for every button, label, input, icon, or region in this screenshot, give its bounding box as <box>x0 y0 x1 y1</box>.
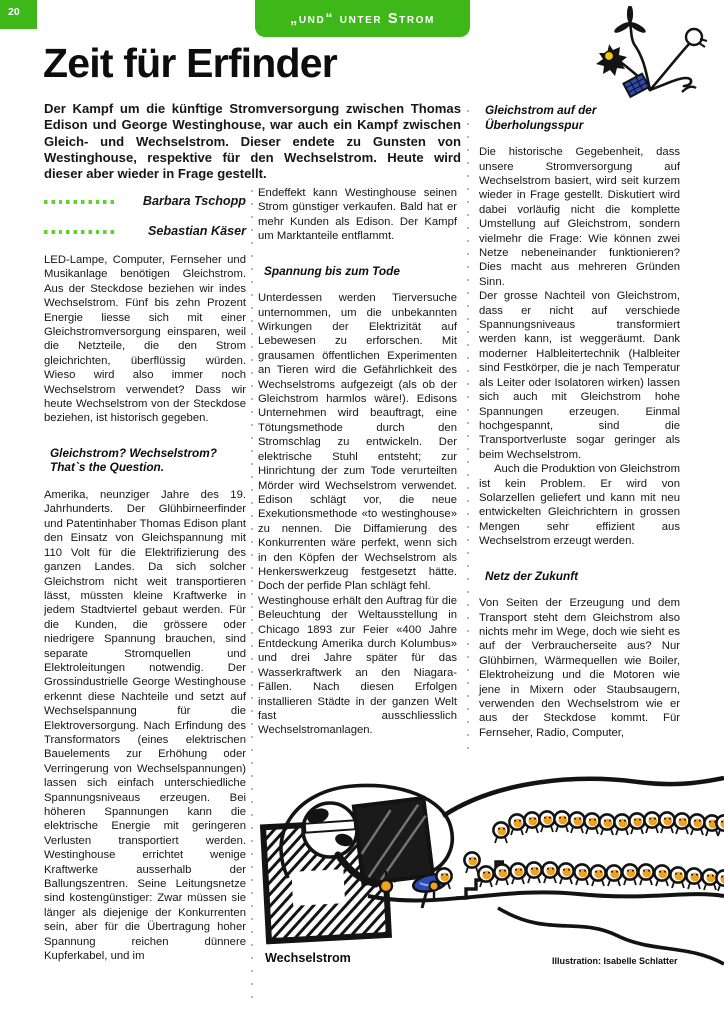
illustration-credit: Illustration: Isabelle Schlatter <box>552 956 678 966</box>
light-bulb-icon <box>686 29 707 47</box>
body-paragraph: Amerika, neunziger Jahre des 19. Jahrhunderts. Der Glühbirneerfinder und Patentinhaber Thomas Edison plant den Einsatz von Gleichspannung mit 110 Volt für die Elektrifizierung des ganzen Landes. Da sich solcher Gleichstrom nicht weit transportieren lässt, müssten kleine Kraftwerke in jedem Stadtviertel gebaut werden. Für die Kunden, die grössere oder niedrigere Spannung brauchen, sind separate Stromquellen und Elektroleitungen notwendig. Der Grossindustrielle George Westinghouse erkennt diese Nachteile und setzt auf Wechselspannung für die Elektroversorgung. Nach Erfindung des Transformators (eines elektrischen Bauelements zur Erhöhung oder Verringerung von Wechselspannungen) lassen sich einfach unterschiedliche Spannungsniveaus erzeugen. Bei höheren Spannungen kann die elektrische Energie mit geringeren Verlusten transportiert werden. Westinghouse errichtet wenige Kraftwerke ausserhalb der Ballungszentren. Seine Leitungsnetze sind kostengünstiger: Zwar müssen sie länger als diejenige der Konkurrenten sein, aber für die Übertragung hoher Spannung reichen dünnere Kupferkabel, und im <box>44 489 246 963</box>
body-paragraph: Die historische Gegebenheit, dass unsere Stromversorgung auf Wechselstrom basiert, wird seit kurzem wieder in Frage gestellt. Diskutiert wird dabei vorläufig nicht die komplette Umstellung auf Gleichstrom, sondern vielmehr die Frage: Wie können zwei Netze nebeneinander funktionieren? Dies macht aus mehreren Gründen Sinn. <box>479 146 680 288</box>
byline-row <box>44 186 246 216</box>
crowd-row-top <box>509 811 724 836</box>
text-column-1 <box>44 186 246 963</box>
author-name: Barbara Tschopp <box>142 193 246 208</box>
byline-dots-icon <box>44 230 116 233</box>
body-paragraph: Von Seiten der Erzeugung und dem Transport steht dem Gleichstrom also nichts mehr im Wege, doch wie sieht es auf der Verbraucherseite aus? Nur Glühbirnen, Wärmequellen wie Boiler, Elektroheizung und die Motoren wie jene in Mixern oder Staubsaugern, verwenden den Wechselstrom wie er aus der Steckdose kommt. Für Fernseher, Radio, Computer, <box>479 597 680 739</box>
byline-row <box>44 216 246 246</box>
illustration-caption: Wechselstrom <box>265 951 351 965</box>
sun-icon <box>596 44 627 76</box>
monitor <box>354 798 433 884</box>
byline-block <box>44 186 246 246</box>
body-paragraph: Auch die Produktion von Gleichstrom ist kein Problem. Er wird von Solarzellen geliefert und kann mit neu entwickelten Gleichrichtern in grossen Mengen sehr effizient aus Wechselstrom erzeugt werden. <box>479 463 680 548</box>
byline-dots-icon <box>44 200 116 203</box>
body-paragraph: Endeffekt kann Westinghouse seinen Strom günstiger verkaufen. Bald hat er mehr Kunden als Edison. Der Kampf um Marktanteile entflammt. <box>258 187 457 243</box>
page-number: 20 <box>8 6 20 18</box>
subheading: Gleichstrom auf der Überholungsspur <box>485 103 597 132</box>
page-number-badge <box>0 0 37 29</box>
section-header-tag <box>255 0 470 37</box>
energy-plant-illustration <box>586 6 724 100</box>
article-lead: Der Kampf um die künftige Stromversorgung zwischen Thomas Edison und George Westinghouse, war auch ein Kampf zwischen Gleich- und Wechselstrom. Dieser endete zu Gunsten von Westinghouse, respektive für den Wechselstrom. Heute wird dieser aber wieder in Frage gestellt. <box>44 101 461 182</box>
subheading: Spannung bis zum Tode <box>264 263 400 278</box>
body-paragraph: LED-Lampe, Computer, Fernseher und Musikanlage benötigen Gleichstrom. Aus der Steckdose beziehen wir indes Wechselstrom. Fünf bis zehn Prozent Energie liesse sich mit einer Gleichstromversorgung einsparen, weil die Netzteile, die den Strom gleichrichten, überflüssig würden. Wieso wird also immer noch Wechselstrom verwendet? Dass wir heute Wechselstrom von der Steckdose beziehen, ist historisch gegeben. <box>44 254 246 425</box>
body-paragraph: Der grosse Nachteil von Gleichstrom, dass er nicht auf verschiede Spannungsniveaus transformiert werden kann, ist weggeräumt. Dank moderner Halbleitertechnik (Halbleiter sind Festkörper, die je nach Temperatur als Leiter oder Isolatoren wirken) lassen sich auch mit Gleichstrom hohe Spannungen erzeugen. Einmal hochgespannt, sind die Transportverluste sogar geringer als beim Wechselstrom. <box>479 290 680 461</box>
body-paragraph: Westinghouse erhält den Auftrag für die Beleuchtung der Weltausstellung in Chicago 1893 zur Feier «400 Jahre Entdeckung Amerika durch Kolumbus» und drei Jahre später für das Wasserkraftwerk an den Niagara-Fällen. Nach diesen Erfolgen installieren Städte in der ganzen Welt fast ausschliesslich Wechselstromanlagen. <box>258 594 457 737</box>
column-divider <box>251 190 253 998</box>
article-title: Zeit für Erfinder <box>43 40 337 86</box>
subheading: Gleichstrom? Wechselstrom? That`s the Question. <box>50 445 217 475</box>
solar-panel-icon <box>623 74 649 97</box>
author-name: Sebastian Käser <box>147 223 246 238</box>
body-paragraph: Unterdessen werden Tierversuche unternommen, um die unbekannten Wirkungen der Elektrizität auf Lebewesen zu erforschen. Mit grausamen öffentlichen Experimenten an Tieren wird die Gefährlichkeit des Wechselstroms aufgezeigt (als ob der Gleichstrom harmlos wäre!). Edisons Unternehmen wird beauftragt, eine Tötungsmethode durch den Stromschlag zu entwickeln. Der elektrische Stuhl entsteht; zur Hinrichtung der zum Tode verurteilten Mörder wird Wechselstrom verwendet. Edison schlägt vor, die neue Exekutionsmethode «to westinghouse» zu nennen. Die Diffamierung des Konkurrenten wäre perfekt, wenn sich in den Köpfen der Wechselstrom als Henkerswerkzeug festgesetzt hätte. Doch der perfide Plan schlägt fehl. <box>258 292 457 593</box>
text-column-2 <box>258 186 457 738</box>
section-header-label: „und“ unter Strom <box>290 11 435 27</box>
subheading: Netz der Zukunft <box>485 568 579 583</box>
text-column-3 <box>479 101 680 740</box>
column-divider <box>467 110 469 756</box>
sprout-icon <box>682 87 696 92</box>
crowd-row-bottom <box>478 862 724 891</box>
